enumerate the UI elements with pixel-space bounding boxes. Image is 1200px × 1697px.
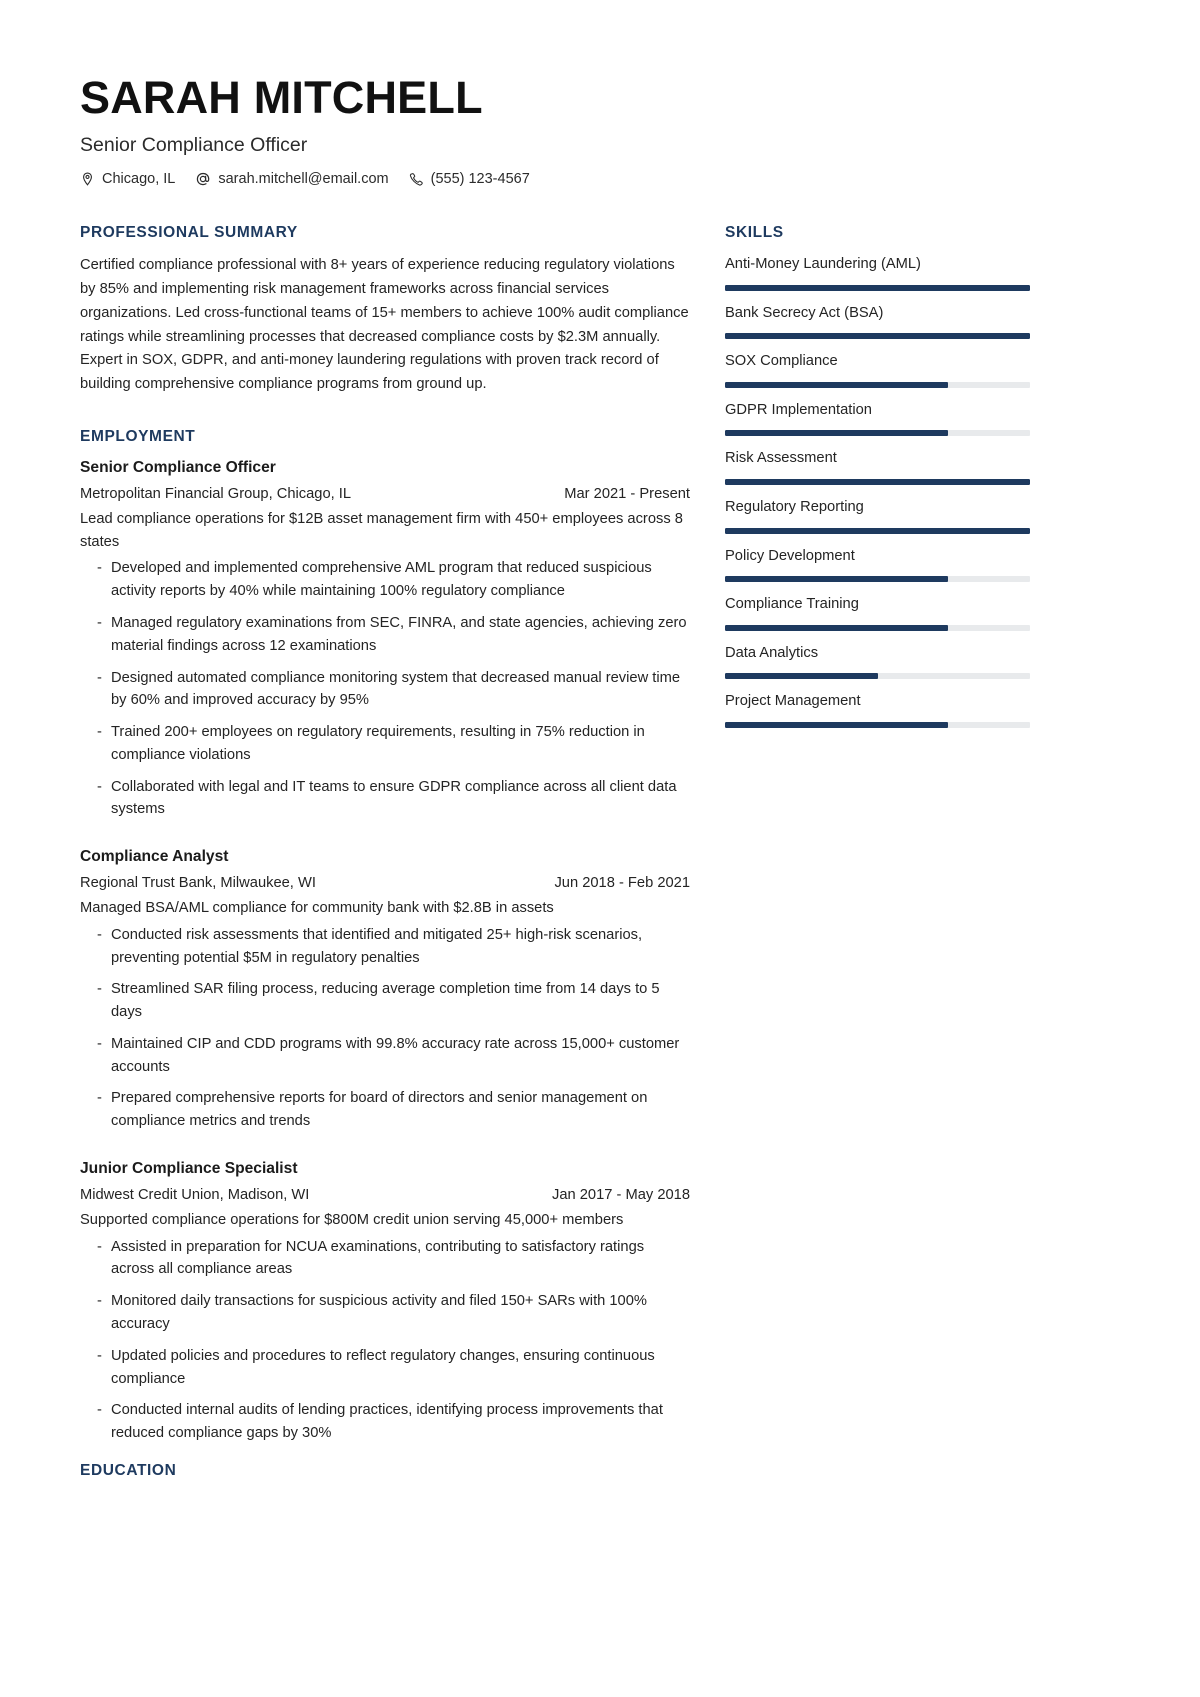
- skill-level-fill: [725, 479, 1030, 485]
- skill-item: [725, 497, 1030, 534]
- job-description: Managed BSA/AML compliance for community bank with $2.8B in assets: [80, 899, 554, 916]
- skill-level-track: [725, 576, 1030, 582]
- job-bullet: - Developed and implemented comprehensive AML program that reduced suspicious activity reports by 40% while maintaining 100% regulatory compliance: [80, 557, 690, 603]
- job-meta: [80, 873, 690, 894]
- skill-name: Project Management: [725, 693, 861, 710]
- job-meta: [80, 484, 690, 505]
- job-bullet: - Conducted internal audits of lending practices, identifying process improvements that reduced compliance gaps by 30%: [80, 1399, 690, 1445]
- job-bullet: - Maintained CIP and CDD programs with 99.8% accuracy rate across 15,000+ customer accounts: [80, 1033, 690, 1079]
- skill-level-track: [725, 285, 1030, 291]
- candidate-name: SARAH MITCHELL: [80, 72, 483, 123]
- employment-entry: [80, 458, 690, 821]
- skill-name: Anti-Money Laundering (AML): [725, 256, 921, 273]
- job-bullet: - Monitored daily transactions for suspicious activity and filed 150+ SARs with 100% accuracy: [80, 1290, 690, 1336]
- skill-level-track: [725, 625, 1030, 631]
- at-sign-icon: [195, 171, 211, 187]
- skill-level-fill: [725, 333, 1030, 339]
- job-bullet: - Assisted in preparation for NCUA examinations, contributing to satisfactory ratings across all compliance areas: [80, 1236, 690, 1282]
- skill-level-fill: [725, 625, 948, 631]
- skill-name: Data Analytics: [725, 644, 819, 661]
- skill-item: [725, 691, 1030, 728]
- job-role: Senior Compliance Officer: [80, 459, 276, 477]
- skill-level-track: [725, 722, 1030, 728]
- skill-item: [725, 254, 1030, 291]
- resume-header: [80, 72, 1030, 187]
- main-column: [80, 224, 690, 1476]
- skill-level-fill: [725, 285, 1030, 291]
- job-bullet: - Prepared comprehensive reports for board of directors and senior management on compliance metrics and trends: [80, 1087, 690, 1133]
- job-bullets: [80, 557, 690, 821]
- skill-name: GDPR Implementation: [725, 401, 872, 418]
- employment-entry: [80, 1159, 690, 1445]
- education-heading: EDUCATION: [80, 1462, 177, 1479]
- skill-level-track: [725, 333, 1030, 339]
- job-company: Metropolitan Financial Group, Chicago, IL: [80, 485, 352, 502]
- skill-level-fill: [725, 722, 948, 728]
- job-bullet: - Designed automated compliance monitoring system that decreased manual review time by 60% and improved accuracy by 95%: [80, 667, 690, 713]
- job-company: Regional Trust Bank, Milwaukee, WI: [80, 874, 316, 891]
- contact-location-text: Chicago, IL: [102, 171, 176, 188]
- job-bullet: - Trained 200+ employees on regulatory requirements, resulting in 75% reduction in compliance violations: [80, 721, 690, 767]
- job-bullet: - Collaborated with legal and IT teams to ensure GDPR compliance across all client data systems: [80, 776, 690, 822]
- phone-icon: [409, 171, 424, 187]
- skill-level-track: [725, 479, 1030, 485]
- skill-name: Bank Secrecy Act (BSA): [725, 304, 884, 321]
- skill-level-fill: [725, 430, 948, 436]
- job-bullet: - Conducted risk assessments that identified and mitigated 25+ high-risk scenarios, preventing potential $5M in regulatory penalties: [80, 924, 690, 970]
- job-meta: [80, 1185, 690, 1206]
- contact-phone: [409, 171, 530, 187]
- summary-text: Certified compliance professional with 8+ years of experience reducing regulatory violations by 85% and implementing risk management frameworks across financial services organizations. Led cross-functional teams of 15+ members to achieve 100% audit compliance ratings while streamlining processes that decreased compliance costs by $2.3M annually. Expert in SOX, GDPR, and anti-money laundering regulations with proven track record of building comprehensive compliance programs from ground up.: [80, 257, 689, 393]
- contact-row: [80, 171, 1030, 187]
- skill-item: [725, 351, 1030, 388]
- skills-heading: SKILLS: [725, 224, 784, 242]
- contact-email: [195, 171, 388, 187]
- contact-phone-text: (555) 123-4567: [430, 171, 530, 188]
- job-bullets: [80, 924, 690, 1133]
- contact-location: [80, 171, 175, 187]
- job-dates: Mar 2021 - Present: [564, 485, 690, 502]
- skill-name: Compliance Training: [725, 596, 859, 613]
- section-skills: [725, 224, 1030, 728]
- job-bullet: - Streamlined SAR filing process, reducing average completion time from 14 days to 5 days: [80, 978, 690, 1024]
- section-professional-summary: [80, 224, 690, 397]
- job-description: Supported compliance operations for $800M credit union serving 45,000+ members: [80, 1211, 624, 1228]
- skill-level-track: [725, 673, 1030, 679]
- skill-level-track: [725, 528, 1030, 534]
- skill-item: [725, 546, 1030, 583]
- candidate-job-title: Senior Compliance Officer: [80, 133, 308, 156]
- section-employment: [80, 428, 690, 1445]
- skill-name: SOX Compliance: [725, 353, 838, 370]
- skill-level-track: [725, 430, 1030, 436]
- skill-level-fill: [725, 673, 878, 679]
- skill-item: [725, 594, 1030, 631]
- contact-email-text: sarah.mitchell@email.com: [218, 171, 389, 188]
- summary-heading: PROFESSIONAL SUMMARY: [80, 224, 298, 242]
- job-role: Junior Compliance Specialist: [80, 1160, 298, 1178]
- section-education: [80, 1462, 690, 1492]
- job-dates: Jan 2017 - May 2018: [552, 1186, 690, 1203]
- skill-name: Policy Development: [725, 547, 855, 564]
- job-company: Midwest Credit Union, Madison, WI: [80, 1186, 310, 1203]
- job-bullet: - Managed regulatory examinations from SEC, FINRA, and state agencies, achieving zero material findings across 12 examinations: [80, 612, 690, 658]
- employment-entry: [80, 847, 690, 1133]
- job-bullets: [80, 1236, 690, 1445]
- side-column: [725, 224, 1030, 759]
- job-role: Compliance Analyst: [80, 848, 229, 866]
- skill-item: [725, 448, 1030, 485]
- skill-level-track: [725, 382, 1030, 388]
- resume-body: [80, 224, 1030, 1476]
- location-pin-icon: [80, 171, 95, 187]
- job-description: Lead compliance operations for $12B asset management firm with 450+ employees across 8 states: [80, 510, 683, 550]
- skill-item: [725, 303, 1030, 340]
- skill-level-fill: [725, 576, 948, 582]
- skill-level-fill: [725, 528, 1030, 534]
- skill-name: Regulatory Reporting: [725, 499, 864, 516]
- skill-item: [725, 400, 1030, 437]
- job-bullet: - Updated policies and procedures to reflect regulatory changes, ensuring continuous compliance: [80, 1345, 690, 1391]
- skill-level-fill: [725, 382, 948, 388]
- employment-heading: EMPLOYMENT: [80, 428, 196, 446]
- skill-name: Risk Assessment: [725, 450, 837, 467]
- job-dates: Jun 2018 - Feb 2021: [554, 874, 690, 891]
- skill-item: [725, 643, 1030, 680]
